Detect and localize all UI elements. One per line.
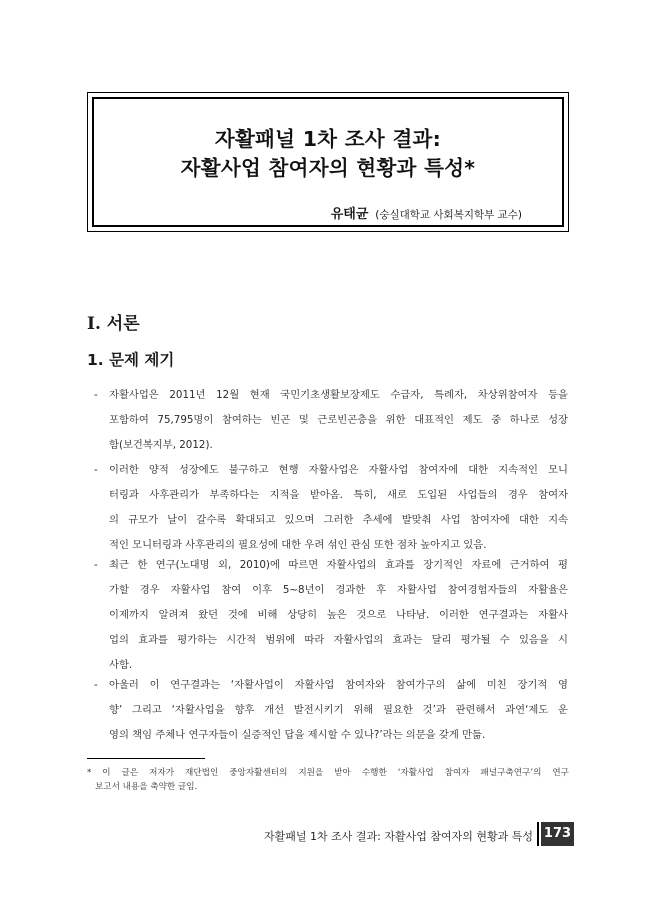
paragraph-line: 아울러 이 연구결과는 ‘자활사업이 자활사업 참여자와 참여가구의 삶에 미친 장기적 영	[109, 679, 568, 691]
title-box-inner-border	[92, 97, 564, 227]
bullet-paragraph-4	[94, 673, 568, 748]
section-heading-text: 서론	[106, 314, 140, 334]
paragraph-line: 사함.	[109, 659, 133, 671]
bullet-paragraph-2	[94, 458, 568, 558]
dash-marker: -	[94, 559, 98, 571]
bullet-paragraph-1	[94, 383, 568, 458]
running-head: 자활패널 1차 조사 결과: 자활사업 참여자의 현황과 특성	[264, 830, 533, 843]
bullet-paragraph-3	[94, 553, 568, 678]
section-heading	[87, 309, 140, 334]
paragraph-line: 영의 책임 주체나 연구자들이 실증적인 답을 제시할 수 있나?’라는 의문을 갖게 만듦.	[109, 729, 486, 741]
author-affiliation: (숭실대학교 사회복지학부 교수)	[375, 209, 522, 221]
dash-marker: -	[94, 679, 98, 691]
paragraph-line: 의 규모가 날이 갈수록 확대되고 있으며 그러한 추세에 발맞춰 사업 참여자에 대한 지속	[109, 514, 568, 526]
author-line	[331, 203, 522, 222]
paragraph-line: 함(보건복지부, 2012).	[109, 439, 213, 451]
paragraph-line: 향’ 그리고 ‘자활사업을 향후 개선 발전시키기 위해 필요한 것’과 관련해서 과연‘제도 운	[109, 704, 568, 716]
footnote-line-1: * 이 글은 저자가 재단법인 중앙자활센터의 지원을 받아 수행한 ‘자활사업 참여자 패널구축연구’의 연구	[87, 768, 569, 778]
page-number: 173	[541, 822, 574, 846]
dash-marker: -	[94, 389, 98, 401]
paragraph-line: 포함하여 75,795명이 참여하는 빈곤 및 근로빈곤층을 위한 대표적인 제도 중 하나로 성장	[109, 414, 568, 426]
paragraph-line: 최근 한 연구(노대명 외, 2010)에 따르면 자활사업의 효과를 장기적인 자료에 근거하여 평	[109, 559, 568, 571]
page-number-divider	[537, 822, 539, 846]
title-line-2: 자활사업 참여자의 현황과 특성*	[180, 156, 476, 180]
dash-marker: -	[94, 464, 98, 476]
paragraph-line: 가할 경우 자활사업 참여 이후 5~8년이 경과한 후 자활사업 참여경험자들의 자활율은	[109, 584, 568, 596]
footnote-divider	[87, 758, 205, 759]
paragraph-line: 이러한 양적 성장에도 불구하고 현행 자활사업은 자활사업 참여자에 대한 지속적인 모니	[109, 464, 568, 476]
title-box	[87, 92, 569, 232]
paragraph-line: 이제까지 알려져 왔던 것에 비해 상당히 높은 것으로 나타남. 이러한 연구결과는 자활사	[109, 609, 568, 621]
paragraph-line: 터링과 사후관리가 부족하다는 지적을 받아옴. 특히, 새로 도입된 사업들의 경우 참여자	[109, 489, 568, 501]
author-name: 유태균	[330, 207, 369, 222]
paragraph-line: 업의 효과를 평가하는 시간적 범위에 따라 자활사업의 효과는 달리 평가될 수 있음을 시	[109, 634, 568, 646]
section-roman-numeral: I.	[87, 314, 101, 334]
footnote-line-2: 보고서 내용을 축약한 글임.	[95, 782, 198, 792]
title-line-1: 자활패널 1차 조사 결과:	[214, 127, 442, 151]
paragraph-line: 자활사업은 2011년 12월 현재 국민기초생활보장제도 수급자, 특례자, 차상위참여자 등을	[109, 389, 568, 401]
footnote	[87, 766, 569, 794]
paragraph-line: 적인 모니터링과 사후관리의 필요성에 대한 우려 섞인 관심 또한 점차 높아지고 있음.	[109, 539, 487, 551]
subsection-heading: 1. 문제 제기	[87, 351, 175, 369]
